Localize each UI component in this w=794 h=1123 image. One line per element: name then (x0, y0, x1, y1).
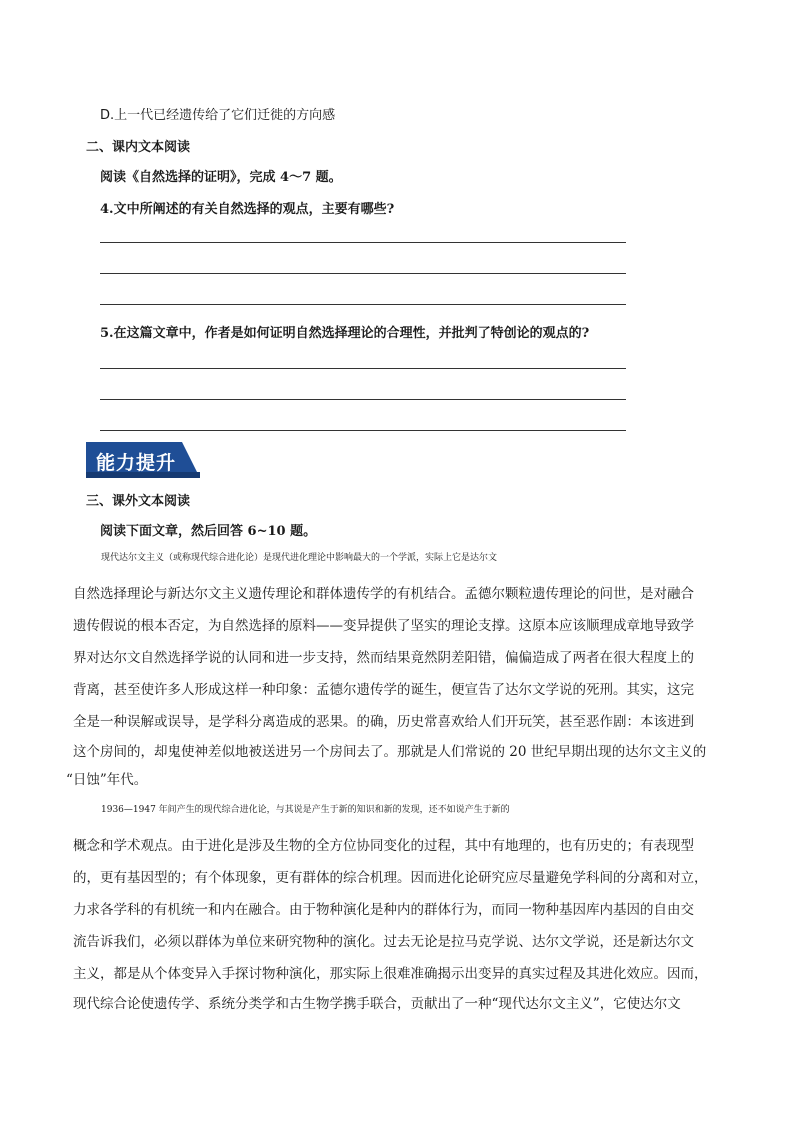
answer-line-q4-1[interactable] (100, 242, 626, 243)
option-d: D.上一代已经遗传给了它们迁徙的方向感 (100, 108, 336, 123)
paragraph-2-line-7: 现代综合论使遗传学、系统分类学和古生物学携手联合，贡献出了一种“现代达尔文主义”，它使达尔文 (73, 996, 681, 1012)
paragraph-2-line-5: 流告诉我们，必须以群体为单位来研究物种的演化。过去无论是拉马克学说、达尔文学说，还是新达尔文 (73, 934, 694, 950)
banner-label: 能力提升 (96, 452, 177, 474)
answer-line-q4-3[interactable] (100, 304, 626, 305)
paragraph-2-line-3: 的，更有基因型的；有个体现象，更有群体的综合机理。因而进化论研究应尽量避免学科间的分离和对立， (73, 870, 708, 886)
section-3-instruction: 阅读下面文章，然后回答 6~10 题。 (100, 524, 317, 539)
paragraph-2-line-1: 1936—1947 年间产生的现代综合进化论，与其说是产生于新的知识和新的发现，还不如说产生于新的 (101, 805, 510, 815)
answer-line-q5-2[interactable] (100, 399, 626, 400)
section-3-heading: 三、课外文本阅读 (86, 494, 191, 509)
paragraph-1-line-7: 这个房间的，却鬼使神差似地被送进另一个房间去了。那就是人们常说的 20 世纪早期出现的达尔文主义的 (73, 744, 707, 760)
paragraph-1-line-1: 现代达尔文主义（或称现代综合进化论）是现代进化理论中影响最大的一个学派，实际上它是达尔文 (101, 553, 498, 563)
paragraph-2-line-4: 力求各学科的有机统一和内在融合。由于物种演化是种内的群体行为，而同一物种基因库内基因的自由交 (73, 902, 694, 918)
question-4: 4.文中所阐述的有关自然选择的观点，主要有哪些? (100, 202, 395, 217)
answer-line-q4-2[interactable] (100, 273, 626, 274)
paragraph-1-line-3: 遗传假说的根本否定，为自然选择的原料——变异提供了坚实的理论支撑。这原本应该顺理成章地导致学 (73, 618, 694, 634)
paragraph-1-line-5: 背离，甚至使许多人形成这样一种印象：孟德尔遗传学的诞生，便宣告了达尔文学说的死刑。其实，这完 (73, 682, 694, 698)
answer-line-q5-3[interactable] (100, 430, 626, 431)
paragraph-1-line-6: 全是一种误解或误导，是学科分离造成的恶果。的确，历史常喜欢给人们开玩笑，甚至恶作剧：本该进到 (73, 714, 694, 730)
section-2-instruction: 阅读《自然选择的证明》，完成 4～7 题。 (100, 170, 342, 185)
paragraph-1-line-2: 自然选择理论与新达尔文主义遗传理论和群体遗传学的有机结合。孟德尔颗粒遗传理论的问世，是对融合 (73, 586, 694, 602)
question-5: 5.在这篇文章中，作者是如何证明自然选择理论的合理性，并批判了特创论的观点的? (100, 326, 590, 341)
paragraph-1-line-4: 界对达尔文自然选择学说的认同和进一步支持，然而结果竟然阴差阳错，偏偏造成了两者在很大程度上的 (73, 650, 694, 666)
section-2-heading: 二、课内文本阅读 (86, 140, 191, 155)
paragraph-2-line-6: 主义，都是从个体变异入手探讨物种演化，那实际上很难准确揭示出变异的真实过程及其进化效应。因而， (73, 966, 708, 982)
paragraph-2-line-2: 概念和学术观点。由于进化是涉及生物的全方位协同变化的过程，其中有地理的，也有历史的；有表现型 (73, 838, 694, 854)
paragraph-1-line-8: “日蚀”年代。 (66, 772, 148, 788)
answer-line-q5-1[interactable] (100, 368, 626, 369)
